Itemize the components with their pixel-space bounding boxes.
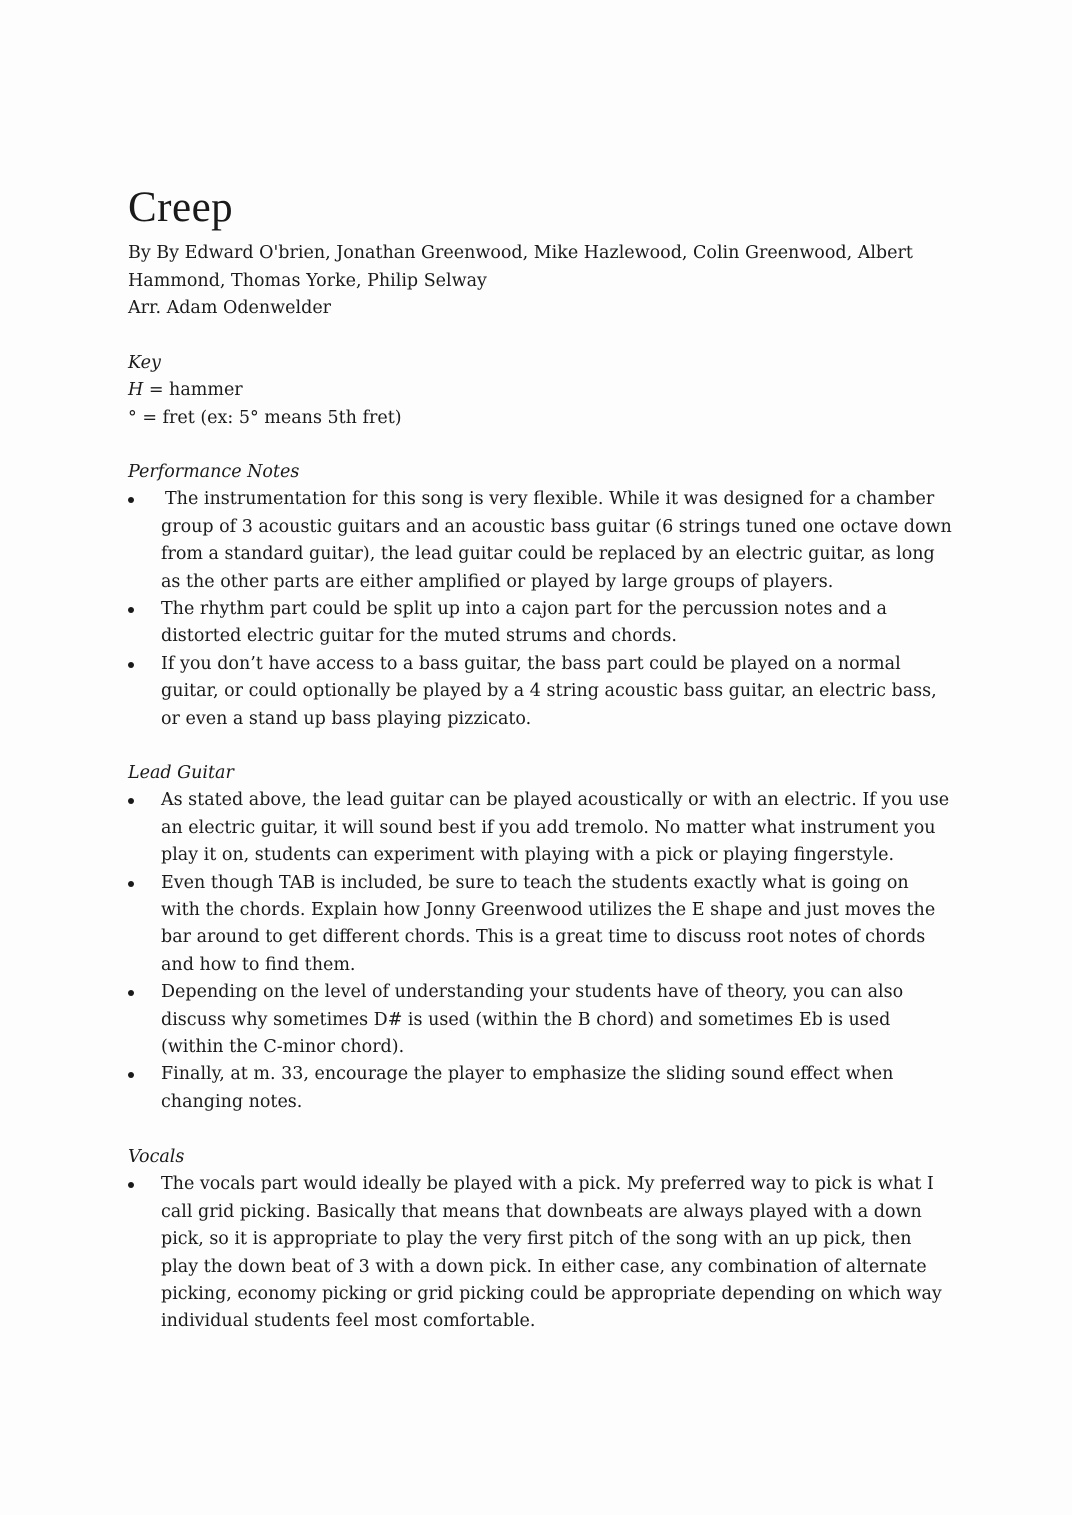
list-item-line: as the other parts are either amplified or played by large groups of players. [161,571,834,592]
bullet-icon [128,990,134,996]
bullet-icon [128,662,134,668]
list-item-line: Even though TAB is included, be sure to teach the students exactly what is going on [161,872,909,893]
byline-line: Hammond, Thomas Yorke, Philip Selway [128,270,487,291]
list-item-line: As stated above, the lead guitar can be played acoustically or with an electric. If you use [161,790,950,811]
list-item-line: play it on, students can experiment with playing with a pick or playing fingerstyle. [161,845,895,866]
arranger-line: Arr. Adam Odenwelder [128,298,332,318]
list-item [128,486,978,596]
performance-notes-section [128,459,978,733]
list-item [128,979,978,1061]
key-fret-line: ° = fret (ex: 5° means 5th fret) [128,407,402,428]
hammer-description: = hammer [143,380,243,401]
list-item-line: group of 3 acoustic guitars and an acoustic bass guitar (6 strings tuned one octave down [161,516,952,537]
key-heading: Key [128,353,161,373]
bullet-icon [128,1182,134,1188]
list-item-line: from a standard guitar), the lead guitar could be replaced by an electric guitar, as long [161,544,935,565]
list-item-line: an electric guitar, it will sound best if you add tremolo. No matter what instrument you [161,817,936,838]
hammer-symbol: H [128,380,144,401]
vocals-heading: Vocals [128,1147,185,1167]
byline [128,240,978,323]
list-item-line: with the chords. Explain how Jonny Greenwood utilizes the E shape and just moves the [161,900,936,921]
bullet-icon [128,881,134,887]
bullet-icon [128,798,134,804]
page-title: Creep [128,184,234,231]
performance-notes-list [128,486,978,733]
list-item [128,1171,978,1335]
list-item-line: play the down beat of 3 with a down pick. In either case, any combination of alternate [161,1256,927,1277]
list-item-line: (within the C-minor chord). [161,1037,405,1058]
list-item-line: changing notes. [161,1091,303,1112]
list-item-line: Depending on the level of understanding your students have of theory, you can also [161,982,904,1003]
lead-guitar-section [128,760,978,1116]
list-item [128,651,978,733]
list-item-line: guitar, or could optionally be played by a 4 string acoustic bass guitar, an electric bass, [161,681,937,702]
key-section [128,350,978,432]
list-item-line: or even a stand up bass playing pizzicato. [161,708,532,729]
list-item-line: The vocals part would ideally be played with a pick. My preferred way to pick is what I [161,1174,934,1195]
list-item-line: bar around to get different chords. This is a great time to discuss root notes of chords [161,927,926,948]
list-item-line: discuss why sometimes D# is used (within the B chord) and sometimes Eb is used [161,1009,891,1030]
bullet-icon [128,607,134,613]
list-item-line: call grid picking. Basically that means that downbeats are always played with a down [161,1201,922,1222]
list-item [128,596,978,651]
list-item [128,870,978,980]
list-item-line: and how to find them. [161,954,356,975]
list-item-line: The rhythm part could be split up into a cajon part for the percussion notes and a [161,599,887,620]
vocals-list [128,1171,978,1335]
list-item-line: Finally, at m. 33, encourage the player to emphasize the sliding sound effect when [161,1064,894,1085]
list-item-line: distorted electric guitar for the muted strums and chords. [161,626,677,647]
lead-guitar-list [128,787,978,1116]
lead-guitar-heading: Lead Guitar [128,763,234,783]
list-item-line: pick, so it is appropriate to play the very first pitch of the song with an up pick, then [161,1229,912,1250]
vocals-section [128,1144,978,1336]
bullet-icon [128,497,134,503]
list-item-line: The instrumentation for this song is very flexible. While it was designed for a chamber [165,489,935,510]
key-hammer-line [128,377,978,404]
byline-line: By By Edward O'brien, Jonathan Greenwood, Mike Hazlewood, Colin Greenwood, Albert [128,243,913,263]
list-item [128,1061,978,1116]
list-item-line: If you don’t have access to a bass guitar, the bass part could be played on a normal [161,653,901,674]
performance-notes-heading: Performance Notes [128,462,300,482]
list-item-line: picking, economy picking or grid picking could be appropriate depending on which way [161,1284,942,1305]
bullet-icon [128,1072,134,1078]
list-item [128,787,978,869]
list-item-line: individual students feel most comfortable. [161,1311,536,1332]
